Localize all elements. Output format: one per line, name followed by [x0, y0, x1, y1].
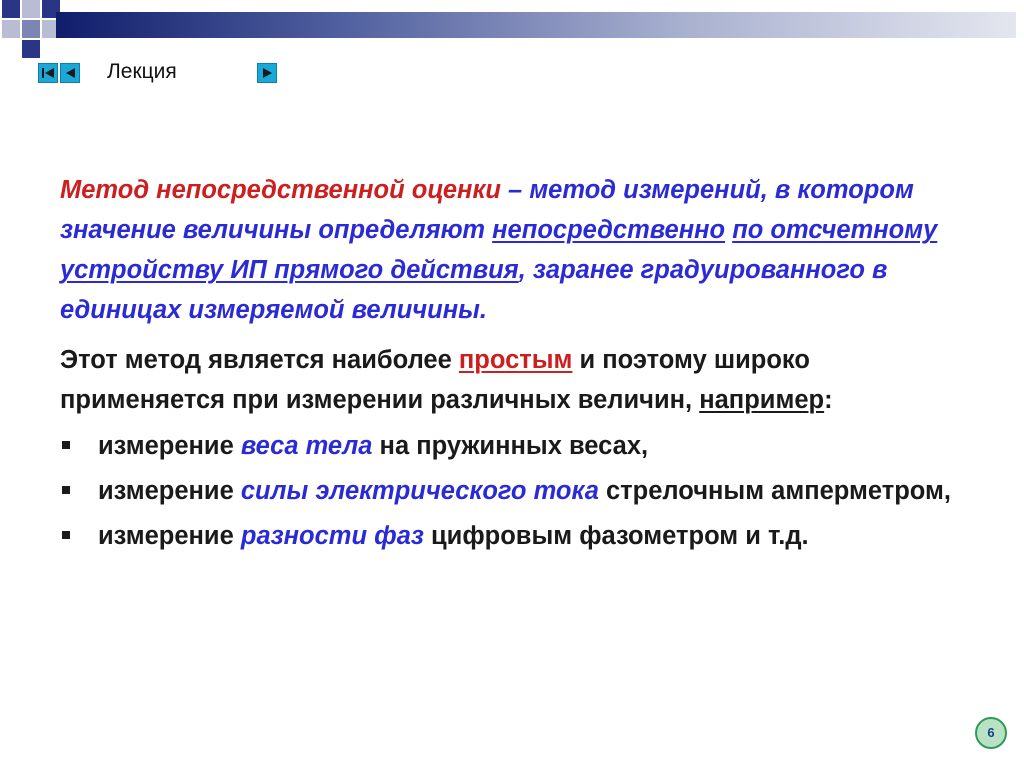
page-number-badge: 6 — [975, 717, 1007, 749]
bullet-square-icon — [62, 486, 70, 494]
item-suffix: цифровым фазометром и т.д. — [423, 522, 809, 550]
deco-square — [22, 20, 40, 38]
first-page-icon — [39, 64, 57, 82]
deco-square — [2, 20, 20, 38]
colon: : — [824, 386, 833, 414]
bullet-square-icon — [62, 531, 70, 539]
lecture-link[interactable]: Лекция — [107, 60, 177, 83]
underlined-term-readout-device: по отсчетному устройству ИП прямого действия — [60, 216, 938, 284]
paragraph-text: Этот метод является наиболее — [60, 346, 459, 374]
deco-square — [22, 0, 40, 18]
defined-term: Метод непосредственной оценки — [60, 176, 501, 204]
item-prefix: измерение — [98, 432, 241, 460]
description-paragraph — [60, 340, 960, 420]
item-highlight: разности фаз — [240, 522, 424, 550]
previous-page-button[interactable] — [60, 63, 80, 83]
example-word: например — [699, 386, 825, 414]
first-page-button[interactable] — [38, 63, 58, 83]
item-prefix: измерение — [98, 522, 241, 550]
list-item — [60, 471, 960, 511]
dash: – — [500, 176, 530, 204]
bullet-square-icon — [62, 441, 70, 449]
list-item — [60, 516, 960, 556]
item-highlight: веса тела — [240, 432, 373, 460]
title-gradient-bar — [56, 12, 1016, 38]
previous-page-icon — [61, 64, 79, 82]
item-prefix: измерение — [98, 477, 241, 505]
next-page-icon — [258, 64, 276, 82]
examples-list — [60, 426, 960, 556]
deco-square — [2, 0, 20, 18]
item-suffix: на пружинных весах, — [372, 432, 649, 460]
definition-text-end: , заранее градуированного в единицах измеряемой величины. — [60, 256, 888, 324]
definition-paragraph — [60, 170, 960, 330]
definition-text: метод измерений, в котором значение величины определяют — [60, 176, 914, 244]
slide-content — [60, 170, 960, 561]
underlined-term-directly: непосредственно — [492, 216, 726, 244]
highlight-simple: простым — [458, 346, 573, 374]
next-page-button[interactable] — [257, 63, 277, 83]
item-suffix: стрелочным амперметром, — [598, 477, 951, 505]
list-item — [60, 426, 960, 466]
paragraph-text: и поэтому широко применяется при измерении различных величин, — [60, 346, 810, 414]
item-highlight: силы электрического тока — [240, 477, 599, 505]
deco-square — [22, 40, 40, 58]
